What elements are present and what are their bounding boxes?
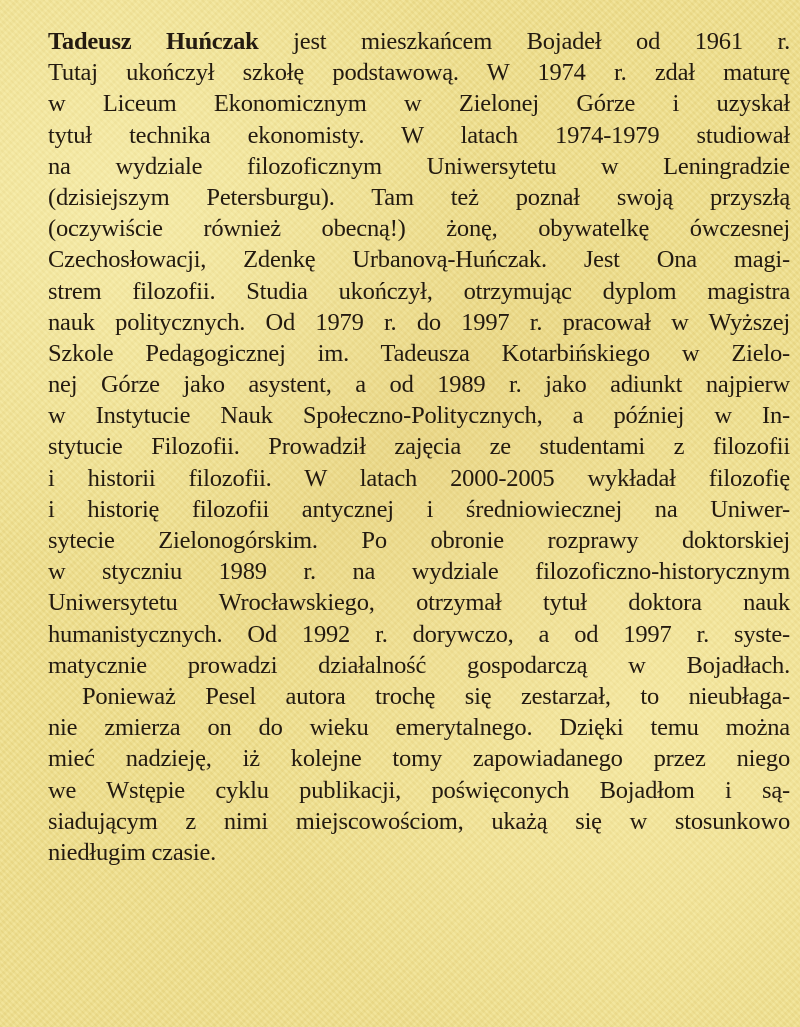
text-line: (oczywiście również obecną!) żonę, obywatelkę ówczesnej: [48, 215, 790, 243]
text-line: (dzisiejszym Petersburgu). Tam też poznał swoją przyszłą: [48, 183, 790, 211]
text-line: i historię filozofii antycznej i średniowiecznej na Uniwer-: [48, 495, 790, 523]
text-line: i historii filozofii. W latach 2000-2005 wykładał filozofię: [48, 464, 790, 492]
text-line: w Instytucie Nauk Społeczno-Politycznych, a później w In-: [48, 402, 790, 430]
text-line: siadującym z nimi miejscowościom, ukażą się w stosunkowo: [48, 807, 790, 835]
text-line: mieć nadzieję, iż kolejne tomy zapowiadanego przez niego: [48, 745, 790, 773]
text-line: sytecie Zielonogórskim. Po obronie rozprawy doktorskiej: [48, 527, 790, 554]
paragraph-biography: [48, 26, 790, 681]
text-line: stytucie Filozofii. Prowadził zajęcia ze studentami z filozofii: [48, 433, 790, 461]
text-line: tytuł technika ekonomisty. W latach 1974-1979 studiował: [48, 121, 790, 149]
text-line: w Liceum Ekonomicznym w Zielonej Górze i uzyskał: [48, 90, 790, 118]
text-line: niedługim czasie.: [48, 838, 217, 866]
text-line: nej Górze jako asystent, a od 1989 r. jako adiunkt najpierw: [48, 371, 790, 399]
text-line: we Wstępie cyklu publikacji, poświęconych Bojadłom i są-: [48, 776, 790, 804]
text-line: nie zmierza on do wieku emerytalnego. Dzięki temu można: [48, 714, 790, 742]
text-block: [48, 26, 790, 868]
text-line: Uniwersytetu Wrocławskiego, otrzymał tytuł doktora nauk: [48, 589, 790, 617]
text-line: strem filozofii. Studia ukończył, otrzymując dyplom magistra: [48, 277, 790, 305]
text-line: Szkole Pedagogicznej im. Tadeusza Kotarbińskiego w Zielo-: [48, 339, 790, 367]
text-line: nauk politycznych. Od 1979 r. do 1997 r. pracował w Wyższej: [48, 308, 790, 336]
text-line: na wydziale filozoficznym Uniwersytetu w Leningradzie: [48, 152, 790, 180]
text-line: w styczniu 1989 r. na wydziale filozoficzno-historycznym: [48, 558, 790, 586]
text-line: humanistycznych. Od 1992 r. dorywczo, a od 1997 r. syste-: [48, 620, 790, 648]
text-line: Czechosłowacji, Zdenkę Urbanovą-Huńczak. Jest Ona magi-: [48, 246, 790, 274]
text-line: matycznie prowadzi działalność gospodarczą w Bojadłach.: [48, 651, 790, 679]
text-line: Tutaj ukończył szkołę podstawową. W 1974 r. zdał maturę: [48, 59, 790, 87]
author-name: Tadeusz Huńczak: [48, 28, 259, 55]
text-line: Tadeusz Huńczak jest mieszkańcem Bojadeł od 1961 r.: [48, 28, 790, 55]
paragraph-outlook: [48, 681, 790, 868]
text-line: Ponieważ Pesel autora trochę się zestarzał, to nieubłaga-: [82, 682, 790, 710]
